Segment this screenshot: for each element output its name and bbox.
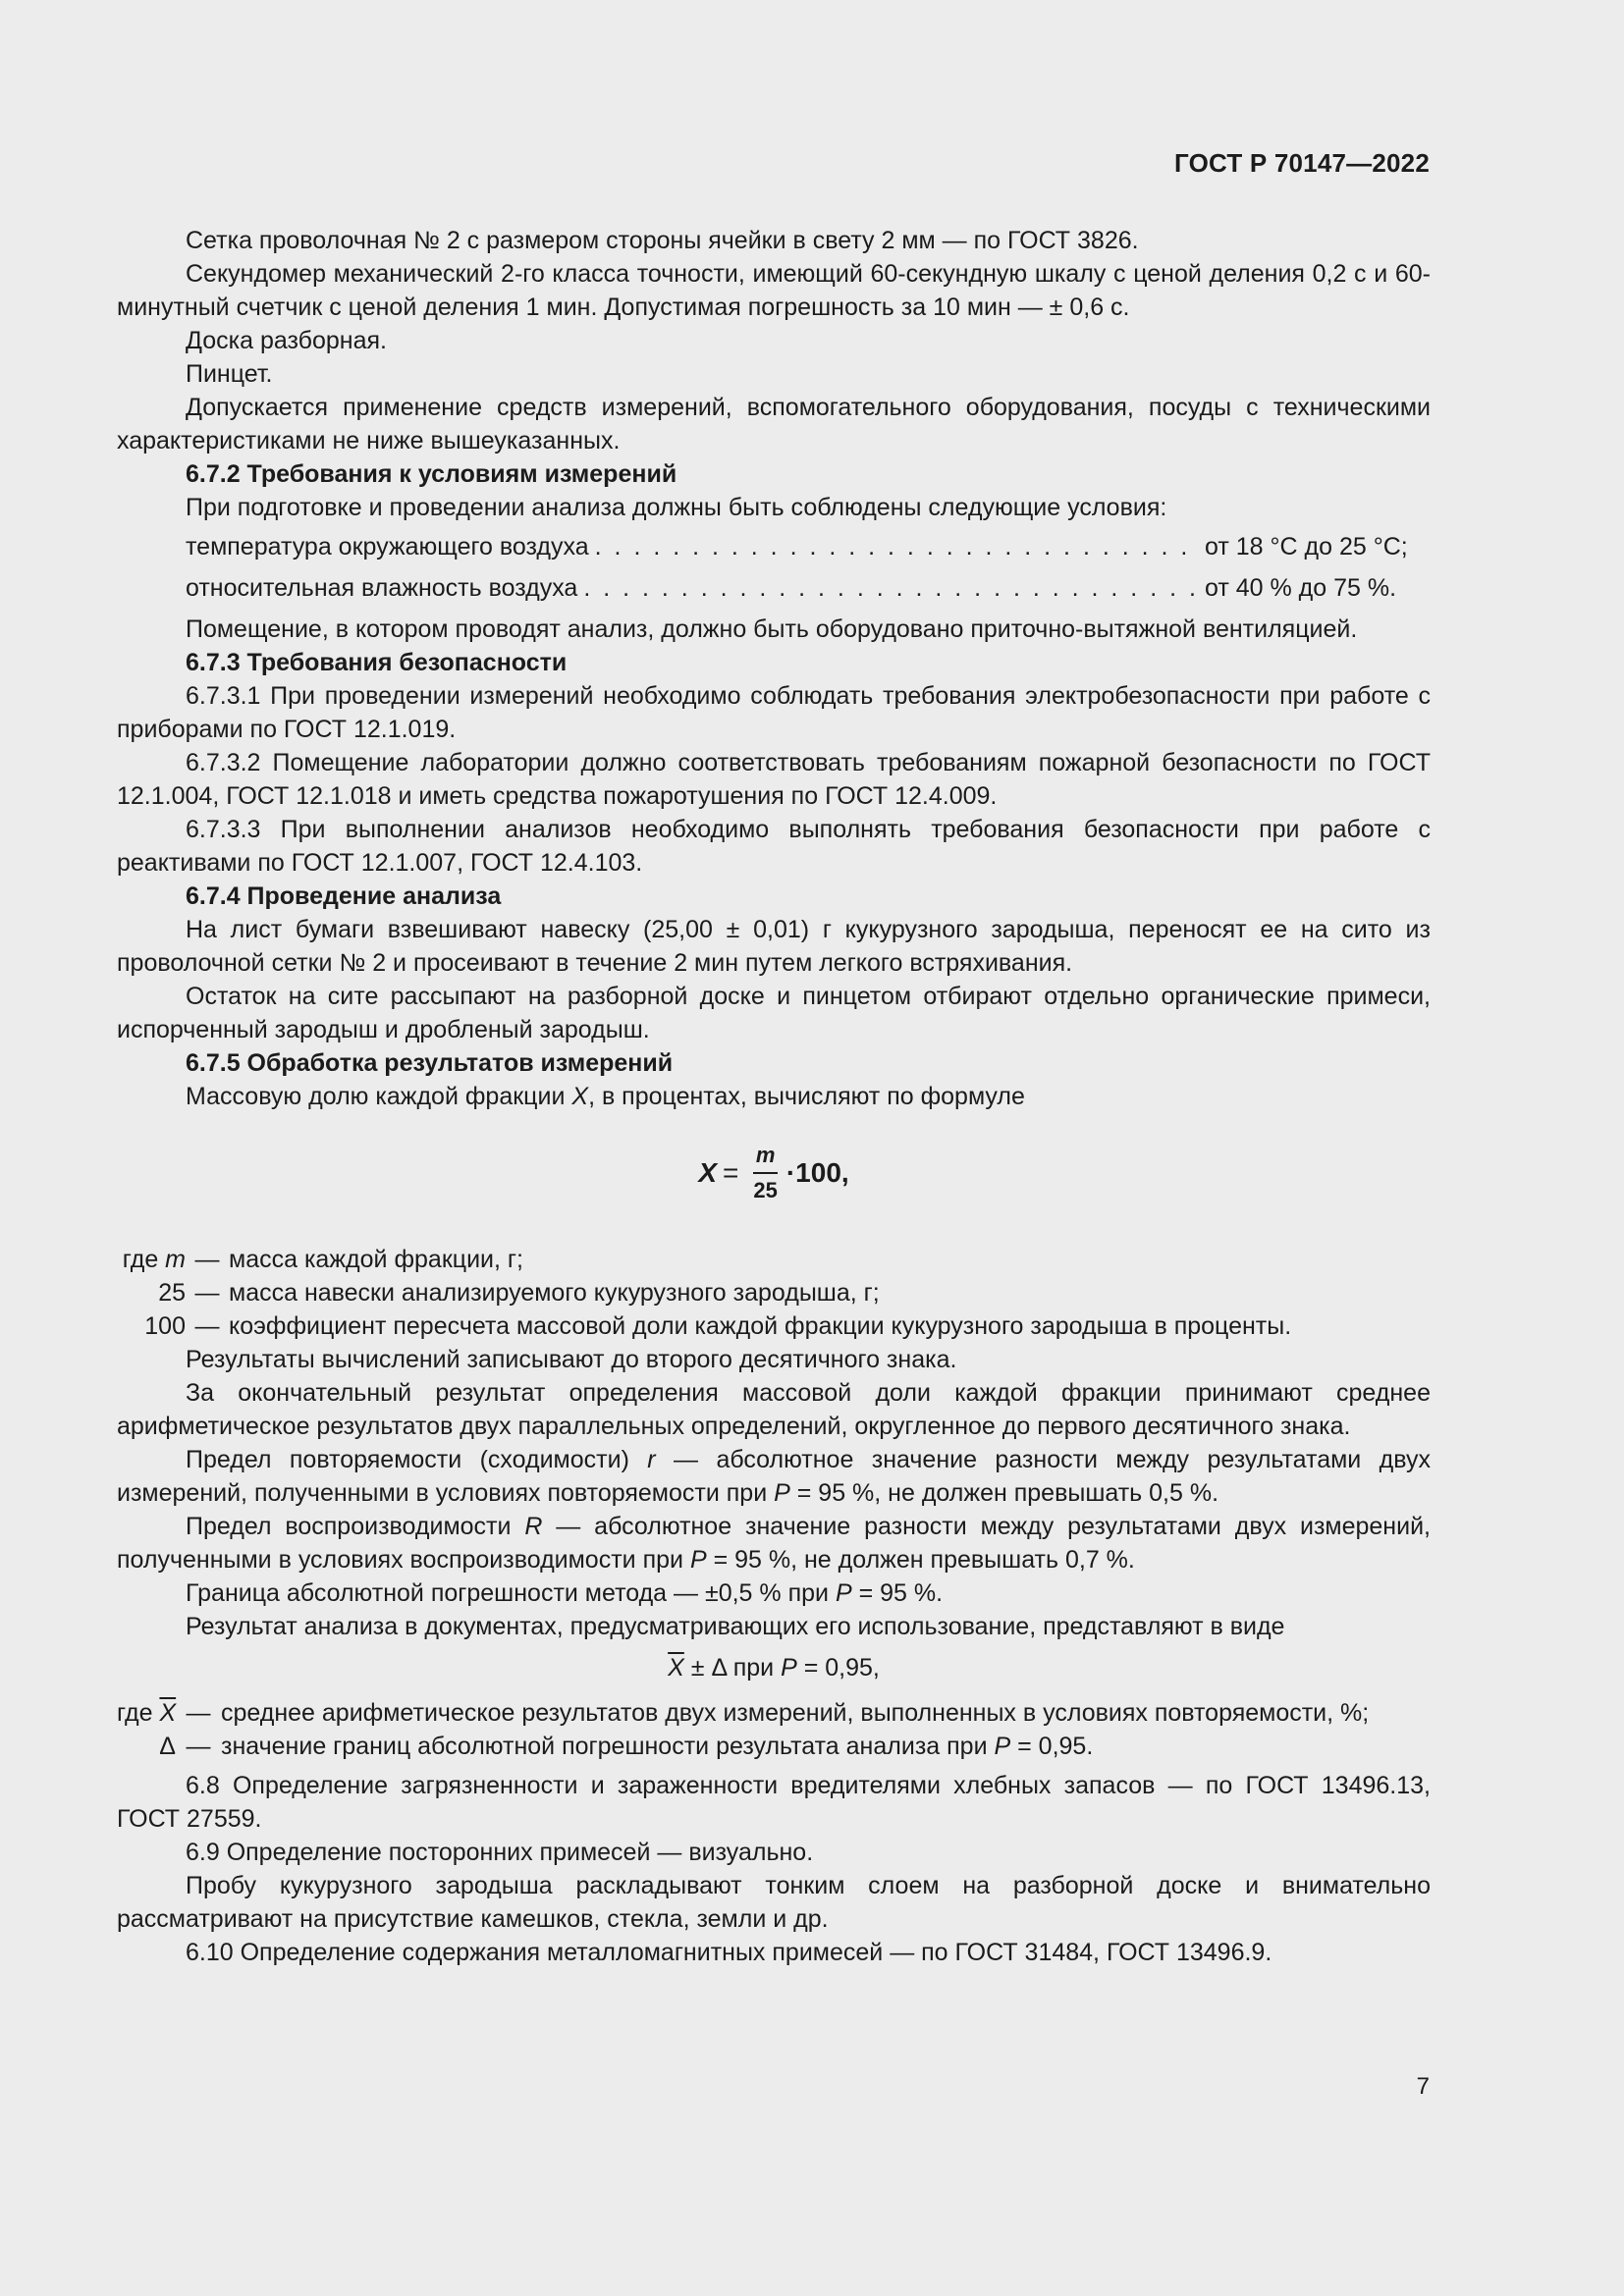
fraction-denominator: 25 (753, 1178, 778, 1202)
paragraph: Результат анализа в документах, предусматривающих его использование, представляют в виде (186, 1613, 1285, 1640)
paragraph: 6.7.3.1 При проведении измерений необходимо соблюдать требования электробезопасности при работе с приборами по ГОСТ 12.1.019. (117, 682, 1431, 743)
formula-legend (117, 1243, 1431, 1343)
text-run: = 0,95. (1010, 1733, 1094, 1760)
text-run: — абсолютное значение разности между результатами двух измерений, полученными в условиях повторяемости при (117, 1446, 1431, 1507)
paragraph: 6.7.3.3 При выполнении анализов необходимо выполнять требования безопасности при работе с реактивами по ГОСТ 12.1.007, ГОСТ 12.4.103. (117, 816, 1431, 877)
legend-key (117, 1243, 186, 1276)
paragraph (117, 1510, 1431, 1576)
variable: P (835, 1579, 852, 1607)
formula-mass-fraction (117, 1139, 1431, 1207)
text-run: = 95 %. (851, 1579, 944, 1607)
legend-symbol: 100 (144, 1312, 186, 1340)
legend-key (117, 1696, 176, 1730)
section-heading: 6.7.3 Требования безопасности (186, 649, 568, 676)
condition-row-humidity (117, 571, 1431, 605)
text-run: Предел воспроизводимости (186, 1513, 525, 1540)
legend-key (117, 1276, 186, 1309)
variable: P (781, 1654, 797, 1682)
formula-text: = 0,95, (796, 1654, 880, 1682)
legend-text: коэффициент пересчета массовой доли каждой фракции кукурузного зародыша в проценты. (229, 1312, 1292, 1340)
paragraph: На лист бумаги взвешивают навеску (25,00 ± 0,01) г кукурузного зародыша, переносят ее на сито из проволочной сетки № 2 и просеивают в течение 2 мин путем легкого встряхивания. (117, 916, 1431, 977)
leader-dots (583, 571, 1199, 605)
text-run: Массовую долю каждой фракции (186, 1083, 572, 1110)
section-heading: 6.7.2 Требования к условиям измерений (186, 460, 677, 488)
fraction-numerator: m (753, 1139, 779, 1174)
legend-symbol: $\overline{X}$ (159, 1699, 177, 1727)
variable: R (524, 1513, 543, 1540)
paragraph (117, 1080, 1431, 1113)
legend-text (221, 1730, 1431, 1763)
legend-dash: — (194, 1279, 220, 1307)
formula-text: ± Δ при (683, 1654, 782, 1682)
paragraph: 6.9 Определение посторонних примесей — визуально. (186, 1839, 814, 1866)
legend-dash: — (186, 1699, 211, 1727)
text-run: = 95 %, не должен превышать 0,7 %. (706, 1546, 1135, 1574)
section-heading: 6.7.4 Проведение анализа (186, 882, 502, 910)
formula-rhs: ·100, (785, 1157, 849, 1188)
text-run: Предел повторяемости (сходимости) (186, 1446, 648, 1473)
legend-symbol: m (165, 1246, 186, 1273)
legend-dash: — (194, 1312, 220, 1340)
paragraph: 6.8 Определение загрязненности и зараженности вредителями хлебных запасов — по ГОСТ 13496.13, ГОСТ 27559. (117, 1772, 1431, 1833)
legend-symbol: Δ (159, 1733, 176, 1760)
leader-dots (595, 530, 1199, 563)
formula-equals: = (723, 1157, 739, 1188)
paragraph: Секундомер механический 2-го класса точности, имеющий 60-секундную шкалу с ценой деления 0,2 с и 60-минутный счетчик с ценой деления 1 мин. Допустимая погрешность за 10 мин — ± 0,6 с. (117, 260, 1431, 321)
text-run: — абсолютное значение разности между результатами двух измерений, полученными в условиях воспроизводимости при (117, 1513, 1431, 1574)
text-run: , в процентах, вычисляют по формуле (588, 1083, 1025, 1110)
page-number: 7 (1416, 2073, 1430, 2100)
paragraph (117, 1443, 1431, 1510)
paragraph: 6.7.3.2 Помещение лаборатории должно соответствовать требованиям пожарной безопасности по ГОСТ 12.1.004, ГОСТ 12.1.018 и иметь средства пожаротушения по ГОСТ 12.4.009. (117, 749, 1431, 810)
legend-key (117, 1730, 176, 1763)
document-body (117, 224, 1431, 1969)
section-heading: 6.7.5 Обработка результатов измерений (186, 1049, 674, 1077)
paragraph: Сетка проволочная № 2 с размером стороны ячейки в свету 2 мм — по ГОСТ 3826. (186, 227, 1139, 254)
legend-text: масса каждой фракции, г; (229, 1246, 523, 1273)
legend-symbol: 25 (158, 1279, 186, 1307)
formula-lhs: X (698, 1157, 717, 1188)
variable: P (689, 1546, 707, 1574)
paragraph: Допускается применение средств измерений, вспомогательного оборудования, посуды с техническими характеристиками не ниже вышеуказанных. (117, 394, 1431, 454)
legend-text: масса навески анализируемого кукурузного зародыша, г; (229, 1279, 880, 1307)
legend-prefix: где (117, 1699, 160, 1727)
formula (698, 1139, 848, 1207)
mean-symbol: $\overline{X}$ (668, 1654, 684, 1682)
condition-value: от 18 °С до 25 °С; (1205, 533, 1408, 561)
paragraph: 6.10 Определение содержания металломагнитных примесей — по ГОСТ 31484, ГОСТ 13496.9. (186, 1939, 1272, 1966)
legend-text: среднее арифметическое результатов двух измерений, выполненных в условиях повторяемости, %; (221, 1699, 1370, 1727)
formula-legend (117, 1696, 1431, 1763)
paragraph: За окончательный результат определения массовой доли каждой фракции принимают среднее арифметическое результатов двух параллельных определений, округленное до первого десятичного знака. (117, 1379, 1431, 1440)
legend-dash: — (186, 1733, 211, 1760)
text-run: Граница абсолютной погрешности метода — ±0,5 % при (186, 1579, 836, 1607)
formula-result (117, 1651, 1431, 1684)
document-header: ГОСТ Р 70147—2022 (1174, 148, 1430, 178)
paragraph: Пробу кукурузного зародыша раскладывают тонким слоем на разборной доске и внимательно рассматривают на присутствие камешков, стекла, земли и др. (117, 1872, 1431, 1933)
variable: P (994, 1733, 1011, 1760)
variable: X (571, 1083, 589, 1110)
legend-key (117, 1309, 186, 1343)
text-run: = 95 %, не должен превышать 0,5 %. (789, 1479, 1219, 1507)
condition-label: относительная влажность воздуха (186, 574, 578, 602)
fraction (750, 1139, 780, 1207)
variable: P (774, 1479, 790, 1507)
condition-label: температура окружающего воздуха (186, 533, 589, 561)
paragraph: Результаты вычислений записывают до второго десятичного знака. (186, 1346, 957, 1373)
condition-value: от 40 % до 75 %. (1205, 574, 1397, 602)
paragraph (117, 1576, 1431, 1610)
paragraph: Доска разборная. (186, 327, 387, 354)
legend-prefix: где (122, 1246, 166, 1273)
condition-row-temperature (117, 530, 1431, 563)
paragraph: При подготовке и проведении анализа должны быть соблюдены следующие условия: (186, 494, 1167, 521)
legend-dash: — (194, 1246, 220, 1273)
variable: r (647, 1446, 656, 1473)
paragraph: Помещение, в котором проводят анализ, должно быть оборудовано приточно-вытяжной вентиляцией. (186, 615, 1358, 643)
paragraph: Пинцет. (186, 360, 273, 388)
paragraph: Остаток на сите рассыпают на разборной доске и пинцетом отбирают отдельно органические примеси, испорченный зародыш и дробленый зародыш. (117, 983, 1431, 1043)
text-run: значение границ абсолютной погрешности результата анализа при (221, 1733, 995, 1760)
